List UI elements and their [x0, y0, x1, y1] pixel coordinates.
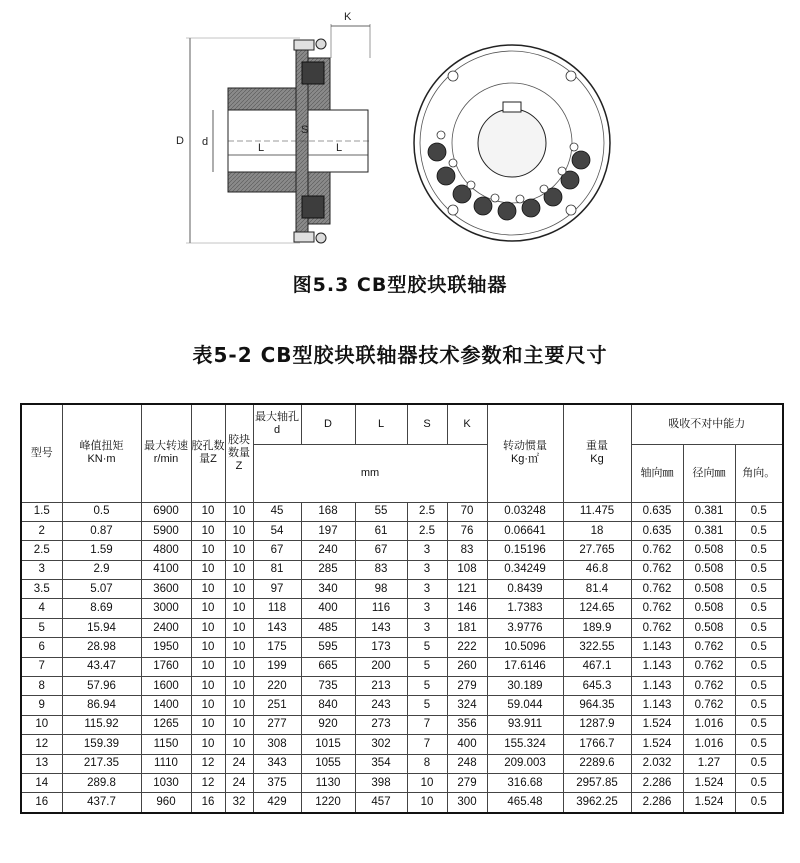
- table-cell: 840: [301, 696, 355, 715]
- table-cell: 1.524: [631, 735, 683, 754]
- table-cell: 0.762: [683, 638, 735, 657]
- table-cell: 398: [355, 773, 407, 792]
- table-cell: 10: [191, 560, 225, 579]
- header-angular: 角向。: [735, 444, 783, 502]
- table-cell: 1.5: [21, 502, 62, 521]
- table-cell: 735: [301, 677, 355, 696]
- header-D: D: [301, 404, 355, 444]
- table-cell: 324: [447, 696, 487, 715]
- table-cell: 285: [301, 560, 355, 579]
- table-cell: 5.07: [62, 580, 141, 599]
- table-cell: 1.143: [631, 677, 683, 696]
- table-cell: 1950: [141, 638, 191, 657]
- table-cell: 10: [225, 521, 253, 540]
- table-cell: 0.5: [735, 560, 783, 579]
- table-cell: 10: [191, 696, 225, 715]
- table-cell: 3: [407, 599, 447, 618]
- table-cell: 3: [407, 618, 447, 637]
- table-cell: 354: [355, 754, 407, 773]
- table-cell: 0.06641: [487, 521, 563, 540]
- table-cell: 277: [253, 715, 301, 734]
- table-cell: 5: [407, 657, 447, 676]
- coupling-drawing: [0, 0, 800, 270]
- table-cell: 10: [191, 657, 225, 676]
- table-cell: 3600: [141, 580, 191, 599]
- table-cell: 1.59: [62, 541, 141, 560]
- table-cell: 1760: [141, 657, 191, 676]
- table-cell: 0.5: [735, 541, 783, 560]
- table-cell: 0.5: [735, 657, 783, 676]
- header-axial: 轴向㎜: [631, 444, 683, 502]
- table-cell: 400: [447, 735, 487, 754]
- table-cell: 10: [225, 541, 253, 560]
- table-cell: 1030: [141, 773, 191, 792]
- table-cell: 81: [253, 560, 301, 579]
- table-cell: 3.9776: [487, 618, 563, 637]
- table-cell: 4100: [141, 560, 191, 579]
- table-cell: 14: [21, 773, 62, 792]
- table-cell: 10: [407, 773, 447, 792]
- table-cell: 0.635: [631, 502, 683, 521]
- table-row: [21, 618, 783, 637]
- dim-label-D: D: [176, 135, 184, 147]
- table-cell: 16: [21, 793, 62, 813]
- table-cell: 9: [21, 696, 62, 715]
- table-row: [21, 793, 783, 813]
- table-cell: 83: [355, 560, 407, 579]
- table-cell: 2.032: [631, 754, 683, 773]
- table-row: [21, 521, 783, 540]
- table-cell: 12: [21, 735, 62, 754]
- table-cell: 343: [253, 754, 301, 773]
- table-cell: 168: [301, 502, 355, 521]
- table-cell: 0.508: [683, 618, 735, 637]
- end-view: [414, 45, 610, 241]
- table-cell: 1015: [301, 735, 355, 754]
- table-cell: 81.4: [563, 580, 631, 599]
- table-cell: 67: [355, 541, 407, 560]
- table-cell: 0.762: [683, 657, 735, 676]
- table-cell: 10: [225, 715, 253, 734]
- header-misalignment: 吸收不对中能力: [631, 404, 783, 444]
- dim-label-K: K: [344, 11, 352, 23]
- table-cell: 209.003: [487, 754, 563, 773]
- table-cell: 0.762: [631, 580, 683, 599]
- table-cell: 10: [225, 677, 253, 696]
- table-cell: 5: [407, 696, 447, 715]
- table-cell: 45: [253, 502, 301, 521]
- table-cell: 279: [447, 677, 487, 696]
- table-cell: 10: [21, 715, 62, 734]
- table-cell: 10: [225, 618, 253, 637]
- table-cell: 300: [447, 793, 487, 813]
- header-inertia-unit: Kg·㎡: [510, 453, 540, 466]
- header-max-speed-label: 最大转速: [144, 440, 188, 453]
- table-cell: 118: [253, 599, 301, 618]
- table-cell: 12: [191, 754, 225, 773]
- table-cell: 28.98: [62, 638, 141, 657]
- table-cell: 10: [407, 793, 447, 813]
- table-cell: 2: [21, 521, 62, 540]
- table-cell: 2.286: [631, 773, 683, 792]
- table-cell: 155.324: [487, 735, 563, 754]
- table-cell: 8: [407, 754, 447, 773]
- table-cell: 0.762: [631, 618, 683, 637]
- header-peak-torque-label: 峰值扭矩: [79, 440, 124, 453]
- table-cell: 375: [253, 773, 301, 792]
- table-cell: 10: [191, 599, 225, 618]
- table-cell: 6900: [141, 502, 191, 521]
- table-cell: 960: [141, 793, 191, 813]
- table-cell: 76: [447, 521, 487, 540]
- table-cell: 93.911: [487, 715, 563, 734]
- table-cell: 665: [301, 657, 355, 676]
- table-cell: 289.8: [62, 773, 141, 792]
- table-cell: 5: [407, 638, 447, 657]
- table-cell: 0.87: [62, 521, 141, 540]
- table-cell: 6: [21, 638, 62, 657]
- table-cell: 10: [191, 502, 225, 521]
- table-cell: 3: [407, 560, 447, 579]
- header-inertia-label: 转动惯量: [503, 440, 547, 453]
- table-row: [21, 735, 783, 754]
- dim-label-L-right: L: [336, 142, 343, 154]
- table-header: [21, 404, 783, 502]
- table-cell: 0.15196: [487, 541, 563, 560]
- table-cell: 0.635: [631, 521, 683, 540]
- table-cell: 5: [407, 677, 447, 696]
- table-cell: 10: [191, 735, 225, 754]
- table-cell: 467.1: [563, 657, 631, 676]
- table-cell: 5: [21, 618, 62, 637]
- table-cell: 57.96: [62, 677, 141, 696]
- spec-table: [20, 403, 784, 814]
- table-cell: 316.68: [487, 773, 563, 792]
- dim-label-S: S: [301, 124, 309, 136]
- table-cell: 175: [253, 638, 301, 657]
- table-cell: 10: [225, 638, 253, 657]
- table-cell: 0.5: [735, 715, 783, 734]
- table-cell: 0.508: [683, 599, 735, 618]
- table-cell: 55: [355, 502, 407, 521]
- table-cell: 1220: [301, 793, 355, 813]
- table-cell: 0.5: [62, 502, 141, 521]
- table-cell: 1.143: [631, 657, 683, 676]
- table-cell: 1.016: [683, 735, 735, 754]
- table-cell: 0.381: [683, 521, 735, 540]
- header-max-speed: [141, 404, 191, 502]
- table-cell: 0.5: [735, 754, 783, 773]
- table-cell: 15.94: [62, 618, 141, 637]
- table-cell: 16: [191, 793, 225, 813]
- table-cell: 0.762: [631, 599, 683, 618]
- header-hole-count: 胶孔数量Z: [191, 404, 225, 502]
- table-cell: 7: [21, 657, 62, 676]
- header-weight-label: 重量: [586, 440, 608, 453]
- table-cell: 1.27: [683, 754, 735, 773]
- table-cell: 10: [191, 618, 225, 637]
- table-cell: 220: [253, 677, 301, 696]
- table-cell: 0.762: [683, 696, 735, 715]
- table-cell: 1400: [141, 696, 191, 715]
- figure-caption: 图5.3 CB型胶块联轴器: [292, 274, 508, 296]
- table-cell: 217.35: [62, 754, 141, 773]
- table-cell: 340: [301, 580, 355, 599]
- header-mm-unit: mm: [253, 444, 487, 502]
- table-cell: 964.35: [563, 696, 631, 715]
- header-inertia: [487, 404, 563, 502]
- table-cell: 10: [191, 521, 225, 540]
- table-cell: 24: [225, 773, 253, 792]
- table-cell: 302: [355, 735, 407, 754]
- table-cell: 322.55: [563, 638, 631, 657]
- table-cell: 54: [253, 521, 301, 540]
- table-cell: 0.5: [735, 521, 783, 540]
- table-cell: 199: [253, 657, 301, 676]
- header-max-bore: 最大轴孔d: [253, 404, 301, 444]
- table-cell: 10: [225, 580, 253, 599]
- table-cell: 4800: [141, 541, 191, 560]
- table-cell: 1.7383: [487, 599, 563, 618]
- table-cell: 2.9: [62, 560, 141, 579]
- table-row: [21, 773, 783, 792]
- table-cell: 10: [225, 657, 253, 676]
- table-cell: 10: [225, 502, 253, 521]
- header-weight: [563, 404, 631, 502]
- table-cell: 70: [447, 502, 487, 521]
- table-cell: 222: [447, 638, 487, 657]
- table-row: [21, 638, 783, 657]
- table-cell: 46.8: [563, 560, 631, 579]
- table-cell: 429: [253, 793, 301, 813]
- table-cell: 8.69: [62, 599, 141, 618]
- table-cell: 645.3: [563, 677, 631, 696]
- table-cell: 97: [253, 580, 301, 599]
- table-cell: 197: [301, 521, 355, 540]
- table-cell: 243: [355, 696, 407, 715]
- table-cell: 251: [253, 696, 301, 715]
- table-cell: 10.5096: [487, 638, 563, 657]
- table-cell: 83: [447, 541, 487, 560]
- table-cell: 8: [21, 677, 62, 696]
- header-model: 型号: [21, 404, 62, 502]
- table-cell: 7: [407, 735, 447, 754]
- table-cell: 2957.85: [563, 773, 631, 792]
- table-cell: 108: [447, 560, 487, 579]
- table-cell: 10: [191, 715, 225, 734]
- header-radial: 径向㎜: [683, 444, 735, 502]
- table-cell: 0.5: [735, 580, 783, 599]
- table-cell: 1130: [301, 773, 355, 792]
- table-cell: 457: [355, 793, 407, 813]
- table-cell: 1.524: [683, 773, 735, 792]
- table-cell: 1110: [141, 754, 191, 773]
- table-cell: 465.48: [487, 793, 563, 813]
- table-cell: 17.6146: [487, 657, 563, 676]
- table-cell: 10: [191, 638, 225, 657]
- table-cell: 43.47: [62, 657, 141, 676]
- table-cell: 115.92: [62, 715, 141, 734]
- table-cell: 0.5: [735, 793, 783, 813]
- table-row: [21, 754, 783, 773]
- table-cell: 356: [447, 715, 487, 734]
- table-row: [21, 580, 783, 599]
- table-row: [21, 560, 783, 579]
- table-cell: 10: [191, 677, 225, 696]
- table-cell: 240: [301, 541, 355, 560]
- table-cell: 0.8439: [487, 580, 563, 599]
- table-cell: 2.286: [631, 793, 683, 813]
- table-cell: 2289.6: [563, 754, 631, 773]
- table-cell: 143: [253, 618, 301, 637]
- table-row: [21, 677, 783, 696]
- table-cell: 61: [355, 521, 407, 540]
- table-cell: 4: [21, 599, 62, 618]
- table-cell: 10: [225, 560, 253, 579]
- table-cell: 273: [355, 715, 407, 734]
- table-cell: 0.03248: [487, 502, 563, 521]
- table-cell: 0.762: [683, 677, 735, 696]
- table-cell: 181: [447, 618, 487, 637]
- table-cell: 1600: [141, 677, 191, 696]
- table-cell: 173: [355, 638, 407, 657]
- table-cell: 32: [225, 793, 253, 813]
- table-cell: 189.9: [563, 618, 631, 637]
- table-cell: 0.762: [631, 560, 683, 579]
- header-weight-unit: Kg: [590, 453, 604, 466]
- table-row: [21, 657, 783, 676]
- table-cell: 3000: [141, 599, 191, 618]
- table-cell: 121: [447, 580, 487, 599]
- table-cell: 11.475: [563, 502, 631, 521]
- table-cell: 0.508: [683, 560, 735, 579]
- table-row: [21, 599, 783, 618]
- table-cell: 0.508: [683, 541, 735, 560]
- table-cell: 213: [355, 677, 407, 696]
- table-cell: 0.508: [683, 580, 735, 599]
- table-cell: 2400: [141, 618, 191, 637]
- table-cell: 1055: [301, 754, 355, 773]
- table-cell: 260: [447, 657, 487, 676]
- table-cell: 0.5: [735, 735, 783, 754]
- table-cell: 0.5: [735, 638, 783, 657]
- table-cell: 0.5: [735, 502, 783, 521]
- table-cell: 10: [225, 599, 253, 618]
- table-cell: 0.5: [735, 696, 783, 715]
- table-title: 表5-2 CB型胶块联轴器技术参数和主要尺寸: [192, 343, 608, 367]
- table-cell: 595: [301, 638, 355, 657]
- table-cell: 27.765: [563, 541, 631, 560]
- table-cell: 2.5: [407, 521, 447, 540]
- table-cell: 3: [407, 541, 447, 560]
- table-cell: 10: [225, 735, 253, 754]
- table-cell: 3: [407, 580, 447, 599]
- table-cell: 159.39: [62, 735, 141, 754]
- table-cell: 30.189: [487, 677, 563, 696]
- table-cell: 437.7: [62, 793, 141, 813]
- table-row: [21, 696, 783, 715]
- header-K: K: [447, 404, 487, 444]
- table-cell: 1.524: [631, 715, 683, 734]
- table-cell: 124.65: [563, 599, 631, 618]
- table-cell: 248: [447, 754, 487, 773]
- table-cell: 200: [355, 657, 407, 676]
- header-peak-torque: [62, 404, 141, 502]
- table-cell: 0.762: [631, 541, 683, 560]
- table-cell: 7: [407, 715, 447, 734]
- table-cell: 10: [191, 541, 225, 560]
- table-row: [21, 502, 783, 521]
- table-cell: 0.5: [735, 677, 783, 696]
- table-cell: 1.143: [631, 696, 683, 715]
- table-cell: 920: [301, 715, 355, 734]
- table-cell: 24: [225, 754, 253, 773]
- side-section-view: [176, 11, 372, 243]
- table-cell: 13: [21, 754, 62, 773]
- table-cell: 0.5: [735, 773, 783, 792]
- table-cell: 10: [191, 580, 225, 599]
- table-cell: 1.016: [683, 715, 735, 734]
- table-cell: 146: [447, 599, 487, 618]
- table-body: [21, 502, 783, 813]
- table-cell: 10: [225, 696, 253, 715]
- table-cell: 12: [191, 773, 225, 792]
- table-cell: 1.524: [683, 793, 735, 813]
- header-L: L: [355, 404, 407, 444]
- table-cell: 3.5: [21, 580, 62, 599]
- table-cell: 98: [355, 580, 407, 599]
- dim-label-L-left: L: [258, 142, 265, 154]
- table-cell: 1.143: [631, 638, 683, 657]
- table-cell: 279: [447, 773, 487, 792]
- table-cell: 0.5: [735, 618, 783, 637]
- table-cell: 2.5: [21, 541, 62, 560]
- table-cell: 0.381: [683, 502, 735, 521]
- table-cell: 86.94: [62, 696, 141, 715]
- table-cell: 308: [253, 735, 301, 754]
- header-S: S: [407, 404, 447, 444]
- table-cell: 3: [21, 560, 62, 579]
- table-cell: 18: [563, 521, 631, 540]
- table-cell: 116: [355, 599, 407, 618]
- table-cell: 2.5: [407, 502, 447, 521]
- table-cell: 67: [253, 541, 301, 560]
- table-cell: 400: [301, 599, 355, 618]
- header-max-speed-unit: r/min: [153, 453, 179, 466]
- dim-label-d: d: [202, 136, 209, 148]
- table-cell: 0.5: [735, 599, 783, 618]
- table-row: [21, 541, 783, 560]
- table-cell: 3962.25: [563, 793, 631, 813]
- table-cell: 1150: [141, 735, 191, 754]
- table-row: [21, 715, 783, 734]
- table-cell: 143: [355, 618, 407, 637]
- table-cell: 0.34249: [487, 560, 563, 579]
- table-cell: 59.044: [487, 696, 563, 715]
- header-peak-torque-unit: KN·m: [87, 453, 116, 466]
- table-cell: 5900: [141, 521, 191, 540]
- table-cell: 1287.9: [563, 715, 631, 734]
- header-block-count: 胶块数量Z: [225, 404, 253, 502]
- table-cell: 485: [301, 618, 355, 637]
- table-cell: 1766.7: [563, 735, 631, 754]
- table-cell: 1265: [141, 715, 191, 734]
